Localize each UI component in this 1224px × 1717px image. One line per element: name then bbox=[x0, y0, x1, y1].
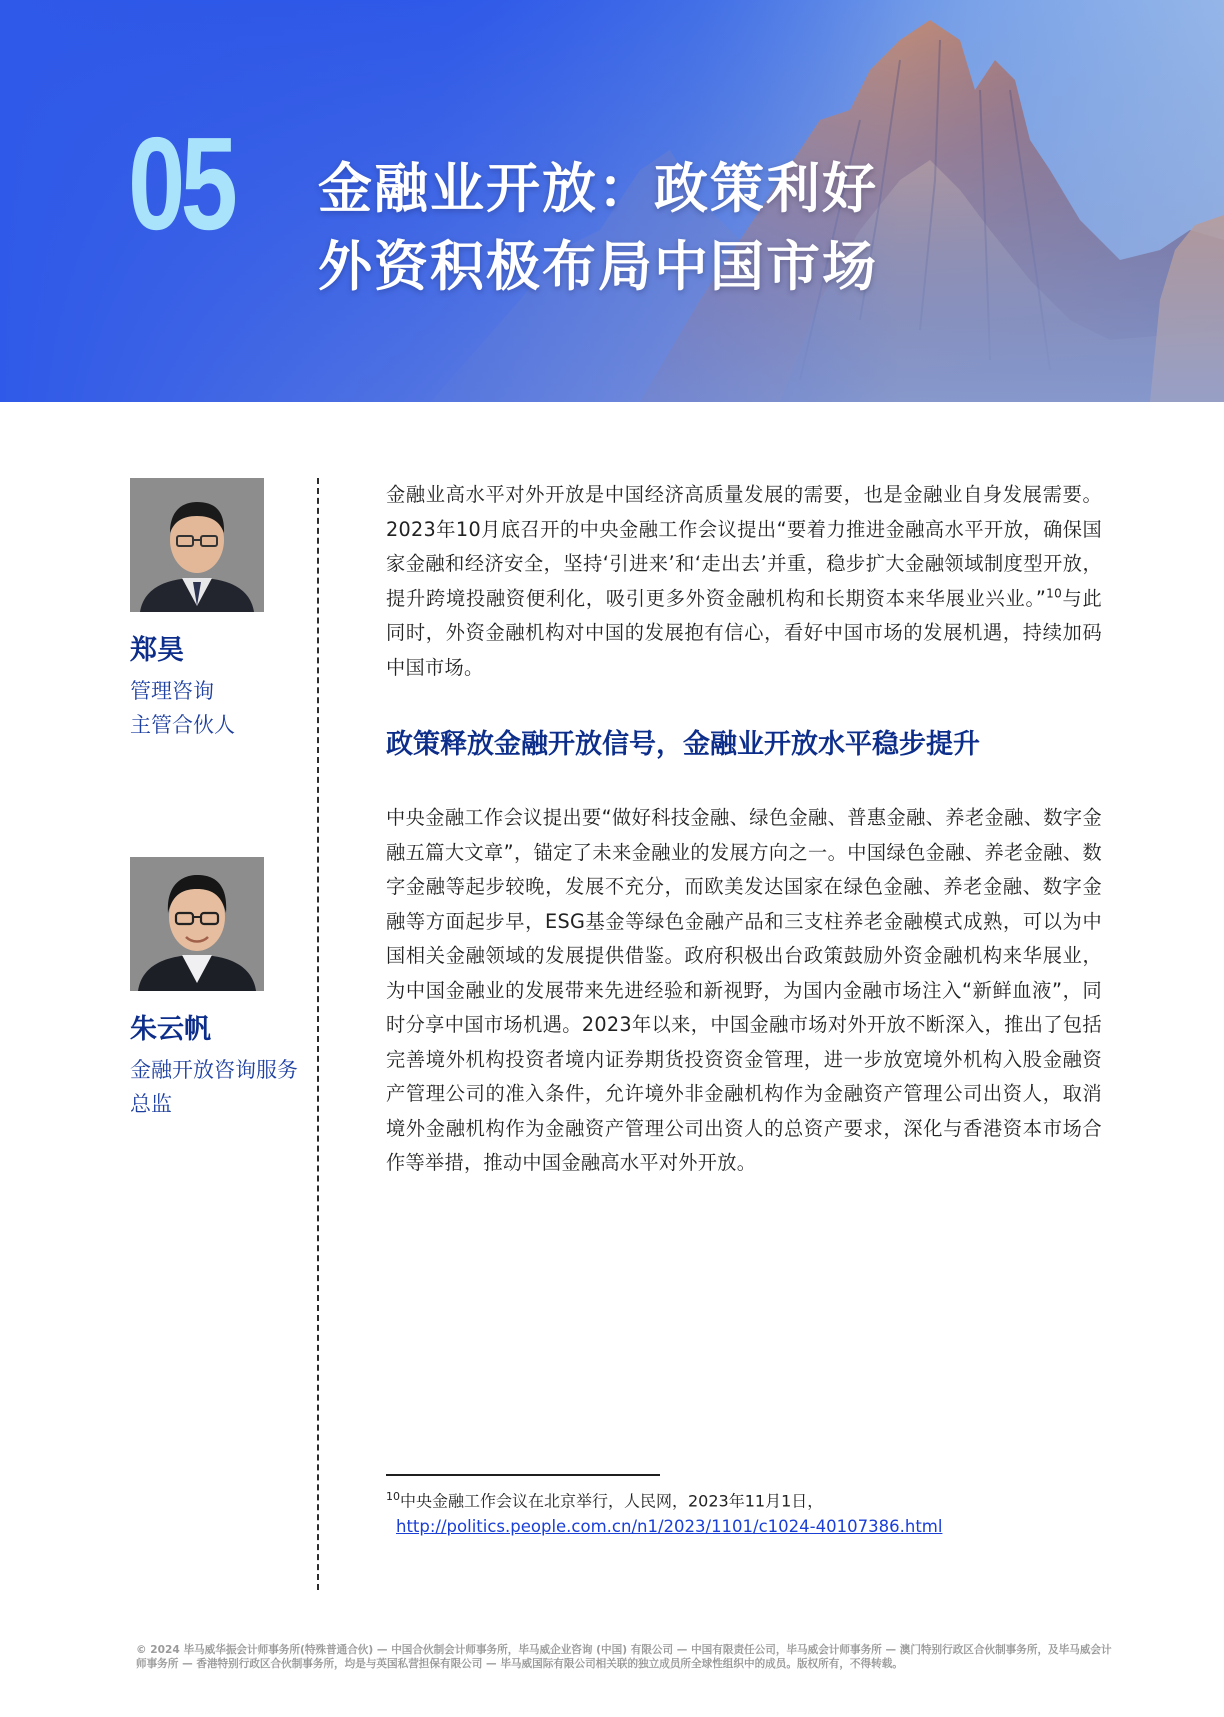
author-title-2-line-2: 总监 bbox=[130, 1092, 172, 1116]
banner bbox=[0, 0, 1224, 402]
footnote-rule bbox=[386, 1474, 660, 1476]
section-body: 中央金融工作会议提出要“做好科技金融、绿色金融、普惠金融、养老金融、数字金融五篇大文章”，锚定了未来金融业的发展方向之一。中国绿色金融、养老金融、数字金融等起步较晚，发展不充分，而欧美发达国家在绿色金融、养老金融、数字金融等方面起步早，ESG基金等绿色金融产品和三支柱养老金融模式成熟，可以为中国相关金融领域的发展提供借鉴。政府积极出台政策鼓励外资金融机构来华展业，为中国金融业的发展带来先进经验和新视野，为国内金融市场注入“新鲜血液”，同时分享中国市场机遇。2023年以来，中国金融市场对外开放不断深入，推出了包括完善境外机构投资者境内证券期货投资资金管理，进一步放宽境外机构入股金融资产管理公司的准入条件，允许境外非金融机构作为金融资产管理公司出资人，取消境外金融机构作为金融资产管理公司出资人的总资产要求，深化与香港资本市场合作等举措，推动中国金融高水平对外开放。 bbox=[386, 806, 1102, 1174]
author-title-1-line-2: 主管合伙人 bbox=[130, 713, 235, 737]
column-divider bbox=[317, 478, 319, 1590]
page-title-line-1: 金融业开放：政策利好 bbox=[318, 157, 878, 220]
author-photo-1 bbox=[130, 478, 264, 612]
footnote-link[interactable]: http://politics.people.com.cn/n1/2023/1101/c1024-40107386.html bbox=[396, 1517, 943, 1537]
main-content bbox=[386, 478, 1102, 1181]
intro-paragraph bbox=[386, 478, 1102, 685]
author-card-2 bbox=[130, 857, 320, 1121]
author-name-2: 朱云帆 bbox=[130, 1014, 211, 1045]
person-portrait-icon bbox=[130, 478, 264, 612]
section-number: 05 bbox=[128, 110, 234, 257]
intro-text-after: 与此同时，外资金融机构对中国的发展抱有信心，看好中国市场的发展机遇，持续加码中国市场。 bbox=[386, 586, 1102, 679]
page-title bbox=[318, 150, 1038, 306]
legal-footer: © 2024 毕马威华振会计师事务所(特殊普通合伙) — 中国合伙制会计师事务所，毕马威企业咨询 (中国) 有限公司 — 中国有限责任公司，毕马威会计师事务所 — 澳门特别行政区合伙制事务所，及毕马威会计师事务所 — 香港特别行政区合伙制事务所，均是与英国私营担保有限公司 — 毕马威国际有限公司相关联的独立成员所全球性组织中的成员。版权所有，不得转载。 bbox=[136, 1644, 1112, 1670]
footnote-number: 10 bbox=[386, 1490, 400, 1503]
footnote-text-line bbox=[386, 1484, 1106, 1514]
author-title-2 bbox=[130, 1053, 320, 1121]
author-title-1 bbox=[130, 674, 320, 742]
footnote-text: 中央金融工作会议在北京举行，人民网，2023年11月1日， bbox=[400, 1491, 824, 1511]
footnote bbox=[386, 1474, 1106, 1540]
footnote-ref[interactable]: 10 bbox=[1046, 586, 1063, 601]
section-heading: 政策释放金融开放信号，金融业开放水平稳步提升 bbox=[386, 729, 980, 760]
author-card-1 bbox=[130, 478, 320, 742]
author-title-2-line-1: 金融开放咨询服务 bbox=[130, 1058, 298, 1082]
person-portrait-icon bbox=[130, 857, 264, 991]
author-photo-2 bbox=[130, 857, 264, 991]
author-name-1: 郑昊 bbox=[130, 635, 184, 666]
author-title-1-line-1: 管理咨询 bbox=[130, 679, 214, 703]
intro-text: 金融业高水平对外开放是中国经济高质量发展的需要，也是金融业自身发展需要。2023年10月底召开的中央金融工作会议提出“要着力推进金融高水平开放，确保国家金融和经济安全，坚持‘引进来’和‘走出去’并重，稳步扩大金融领域制度型开放，提升跨境投融资便利化，吸引更多外资金融机构和长期资本来华展业兴业。” bbox=[386, 483, 1102, 610]
page-title-line-2: 外资积极布局中国市场 bbox=[318, 235, 878, 298]
